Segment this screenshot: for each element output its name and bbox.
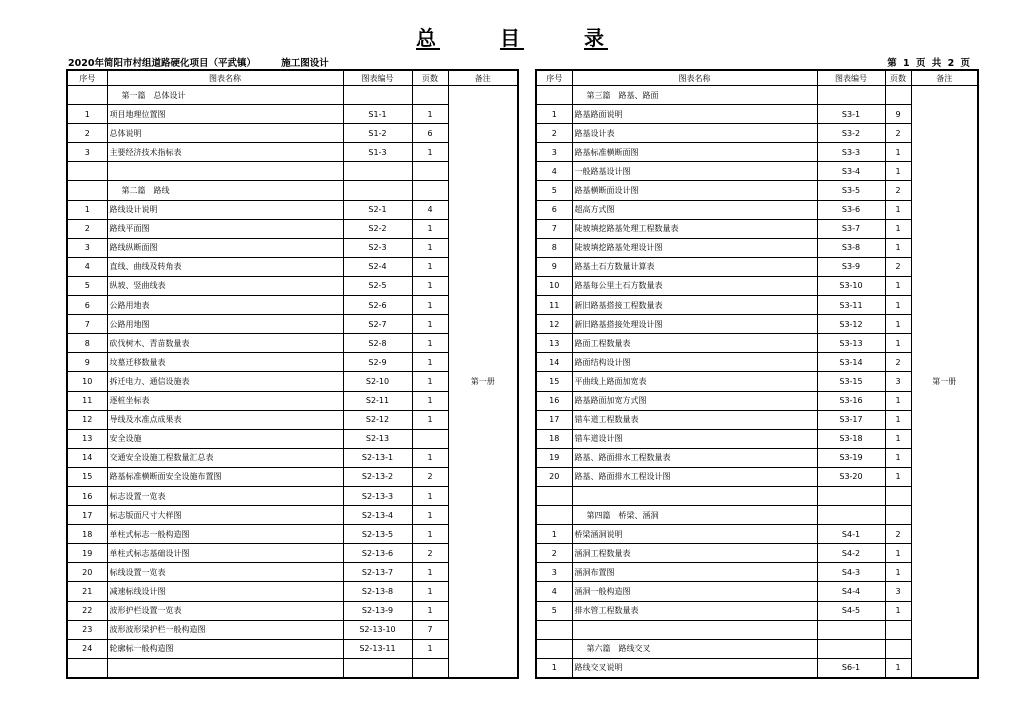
row-name: 错车道工程数量表 <box>572 410 817 429</box>
row-code <box>343 162 412 181</box>
row-code: S2-3 <box>343 238 412 257</box>
row-name: 一般路基设计图 <box>572 162 817 181</box>
row-code: S3-7 <box>817 219 885 238</box>
header-no: 序号 <box>536 70 572 86</box>
row-pages: 1 <box>412 219 448 238</box>
row-number: 7 <box>536 219 572 238</box>
row-pages: 9 <box>885 105 911 124</box>
row-name: 路基标准横断面图 <box>572 143 817 162</box>
row-name: 路基、路面排水工程设计图 <box>572 467 817 486</box>
row-code: S2-12 <box>343 410 412 429</box>
row-code <box>343 658 412 678</box>
row-number: 21 <box>67 582 107 601</box>
row-number: 2 <box>67 124 107 143</box>
row-pages: 3 <box>885 372 911 391</box>
row-number: 11 <box>536 296 572 315</box>
row-code <box>817 620 885 639</box>
row-name: 新旧路基搭接处理设计图 <box>572 315 817 334</box>
row-pages <box>885 86 911 105</box>
row-name: 轮廓标一般构造图 <box>107 639 343 658</box>
row-pages: 1 <box>885 544 911 563</box>
row-pages: 2 <box>885 124 911 143</box>
row-pages: 1 <box>885 200 911 219</box>
row-name: 波形护栏设置一览表 <box>107 601 343 620</box>
row-name: 超高方式图 <box>572 200 817 219</box>
row-number: 22 <box>67 601 107 620</box>
row-code: S4-5 <box>817 601 885 620</box>
row-pages: 1 <box>412 143 448 162</box>
row-pages: 1 <box>412 334 448 353</box>
table-row <box>536 86 978 105</box>
row-pages: 1 <box>885 429 911 448</box>
row-pages: 1 <box>885 296 911 315</box>
row-code: S2-13-9 <box>343 601 412 620</box>
row-code: S4-4 <box>817 582 885 601</box>
row-code: S2-1 <box>343 200 412 219</box>
row-pages: 1 <box>412 296 448 315</box>
row-code: S1-3 <box>343 143 412 162</box>
row-number <box>67 181 107 200</box>
table-header-row <box>536 70 978 86</box>
row-code: S2-6 <box>343 296 412 315</box>
row-name: 桥梁涵洞说明 <box>572 525 817 544</box>
row-pages: 1 <box>885 276 911 295</box>
row-code <box>817 486 885 505</box>
row-name: 逐桩坐标表 <box>107 391 343 410</box>
row-pages: 1 <box>885 162 911 181</box>
row-code: S2-9 <box>343 353 412 372</box>
row-code: S3-19 <box>817 448 885 467</box>
header-remark: 备注 <box>911 70 978 86</box>
header-code: 图表编号 <box>343 70 412 86</box>
row-number: 23 <box>67 620 107 639</box>
row-number: 19 <box>536 448 572 467</box>
drawing-stage: 施工图设计 <box>281 58 329 69</box>
row-number: 3 <box>67 238 107 257</box>
row-name: 交通安全设施工程数量汇总表 <box>107 448 343 467</box>
row-code: S2-13-7 <box>343 563 412 582</box>
row-pages: 1 <box>885 658 911 678</box>
row-name: 路面结构设计图 <box>572 353 817 372</box>
row-pages: 1 <box>412 639 448 658</box>
row-number: 15 <box>536 372 572 391</box>
row-name <box>107 658 343 678</box>
row-number: 3 <box>536 143 572 162</box>
section-title: 第二篇 路线 <box>107 181 343 200</box>
row-number: 20 <box>536 467 572 486</box>
header-remark: 备注 <box>448 70 518 86</box>
row-pages: 2 <box>885 525 911 544</box>
row-number: 6 <box>536 200 572 219</box>
row-number <box>536 486 572 505</box>
row-code: S2-13-2 <box>343 467 412 486</box>
row-code: S2-13-10 <box>343 620 412 639</box>
row-pages: 6 <box>412 124 448 143</box>
row-number <box>67 658 107 678</box>
row-pages: 1 <box>412 582 448 601</box>
row-name: 平曲线上路面加宽表 <box>572 372 817 391</box>
header-no: 序号 <box>67 70 107 86</box>
row-name: 公路用地图 <box>107 315 343 334</box>
row-name: 路面工程数量表 <box>572 334 817 353</box>
row-pages: 1 <box>412 276 448 295</box>
row-name: 涵洞工程数量表 <box>572 544 817 563</box>
row-pages: 1 <box>412 391 448 410</box>
row-pages: 2 <box>412 467 448 486</box>
row-name: 纵坡、竖曲线表 <box>107 276 343 295</box>
row-pages <box>885 620 911 639</box>
row-code: S4-2 <box>817 544 885 563</box>
row-number: 3 <box>67 143 107 162</box>
row-name: 涵洞布置图 <box>572 563 817 582</box>
row-pages: 1 <box>412 448 448 467</box>
row-pages: 1 <box>412 506 448 525</box>
row-number: 4 <box>536 582 572 601</box>
row-number: 2 <box>536 124 572 143</box>
row-code: S2-13-3 <box>343 486 412 505</box>
row-name: 波形波形梁护栏一般构造图 <box>107 620 343 639</box>
row-pages: 1 <box>885 410 911 429</box>
row-code: S1-2 <box>343 124 412 143</box>
right-index-table <box>535 69 979 679</box>
row-name: 路基路面说明 <box>572 105 817 124</box>
section-title: 第一篇 总体设计 <box>107 86 343 105</box>
row-pages: 1 <box>885 334 911 353</box>
row-number: 13 <box>536 334 572 353</box>
row-number: 16 <box>536 391 572 410</box>
row-pages: 1 <box>885 601 911 620</box>
row-pages: 1 <box>412 105 448 124</box>
row-name: 排水管工程数量表 <box>572 601 817 620</box>
row-name: 路基横断面设计图 <box>572 181 817 200</box>
row-name <box>572 620 817 639</box>
left-index-table <box>66 69 519 679</box>
row-pages: 1 <box>412 257 448 276</box>
row-pages: 2 <box>412 544 448 563</box>
row-number: 1 <box>536 525 572 544</box>
row-number: 2 <box>67 219 107 238</box>
row-pages: 1 <box>885 467 911 486</box>
row-name: 路基标准横断面安全设施布置图 <box>107 467 343 486</box>
row-name <box>107 162 343 181</box>
row-code: S3-3 <box>817 143 885 162</box>
row-number: 24 <box>67 639 107 658</box>
row-number: 4 <box>67 257 107 276</box>
row-code: S3-16 <box>817 391 885 410</box>
row-code: S2-13-6 <box>343 544 412 563</box>
row-number: 1 <box>536 105 572 124</box>
page-info: 第 1 页 共 2 页 <box>887 58 970 69</box>
row-number: 12 <box>536 315 572 334</box>
row-number: 15 <box>67 467 107 486</box>
row-number: 11 <box>67 391 107 410</box>
row-code: S2-4 <box>343 257 412 276</box>
row-name: 导线及水准点成果表 <box>107 410 343 429</box>
row-pages: 1 <box>412 410 448 429</box>
row-number <box>536 620 572 639</box>
row-code: S3-5 <box>817 181 885 200</box>
row-number: 12 <box>67 410 107 429</box>
row-pages: 1 <box>412 353 448 372</box>
row-code: S2-7 <box>343 315 412 334</box>
row-number: 19 <box>67 544 107 563</box>
row-name: 涵洞一般构造图 <box>572 582 817 601</box>
row-name: 路基土石方数量计算表 <box>572 257 817 276</box>
row-number: 8 <box>536 238 572 257</box>
row-code: S3-10 <box>817 276 885 295</box>
row-number: 20 <box>67 563 107 582</box>
row-number: 14 <box>536 353 572 372</box>
row-pages: 2 <box>885 353 911 372</box>
row-name: 路线交叉说明 <box>572 658 817 678</box>
row-pages: 1 <box>885 315 911 334</box>
row-number: 5 <box>536 601 572 620</box>
row-number: 1 <box>67 105 107 124</box>
row-name: 项目地理位置图 <box>107 105 343 124</box>
row-name: 标线设置一览表 <box>107 563 343 582</box>
row-number: 18 <box>536 429 572 448</box>
row-number: 17 <box>67 506 107 525</box>
row-number: 7 <box>67 315 107 334</box>
row-pages: 1 <box>412 315 448 334</box>
row-pages: 1 <box>885 391 911 410</box>
row-number: 5 <box>67 276 107 295</box>
row-name: 路基每公里土石方数量表 <box>572 276 817 295</box>
row-pages: 1 <box>885 448 911 467</box>
row-number: 13 <box>67 429 107 448</box>
row-code: S2-13-5 <box>343 525 412 544</box>
row-pages: 1 <box>412 372 448 391</box>
row-number <box>536 506 572 525</box>
row-pages: 1 <box>412 238 448 257</box>
row-pages: 2 <box>885 257 911 276</box>
row-name: 路线设计说明 <box>107 200 343 219</box>
row-code: S2-2 <box>343 219 412 238</box>
row-code: S2-5 <box>343 276 412 295</box>
header-pages: 页数 <box>885 70 911 86</box>
row-code <box>817 506 885 525</box>
row-number: 10 <box>536 276 572 295</box>
row-pages: 3 <box>885 582 911 601</box>
row-name: 单柱式标志基础设计图 <box>107 544 343 563</box>
remark-cell: 第一册 <box>911 86 978 678</box>
row-number: 8 <box>67 334 107 353</box>
row-name: 单柱式标志一般构造图 <box>107 525 343 544</box>
row-code: S3-18 <box>817 429 885 448</box>
row-number: 9 <box>67 353 107 372</box>
row-name: 新旧路基搭接工程数量表 <box>572 296 817 315</box>
row-name: 主要经济技术指标表 <box>107 143 343 162</box>
row-code: S2-10 <box>343 372 412 391</box>
row-code: S3-4 <box>817 162 885 181</box>
row-code: S3-11 <box>817 296 885 315</box>
row-name: 公路用地表 <box>107 296 343 315</box>
row-pages: 1 <box>885 143 911 162</box>
row-name: 砍伐树木、青苗数量表 <box>107 334 343 353</box>
row-name: 安全设施 <box>107 429 343 448</box>
row-name <box>572 486 817 505</box>
row-number: 4 <box>536 162 572 181</box>
row-code: S2-13-8 <box>343 582 412 601</box>
remark-cell: 第一册 <box>448 86 518 678</box>
row-pages: 1 <box>412 563 448 582</box>
row-code: S2-13-4 <box>343 506 412 525</box>
row-pages <box>885 486 911 505</box>
row-number <box>67 86 107 105</box>
row-number: 5 <box>536 181 572 200</box>
row-pages: 1 <box>885 238 911 257</box>
row-code <box>343 86 412 105</box>
row-code: S6-1 <box>817 658 885 678</box>
row-pages: 4 <box>412 200 448 219</box>
row-name: 坟墓迁移数量表 <box>107 353 343 372</box>
row-number <box>536 86 572 105</box>
title-char-2: 目 <box>500 26 524 50</box>
row-code <box>343 181 412 200</box>
row-pages <box>412 162 448 181</box>
row-code: S3-17 <box>817 410 885 429</box>
header-name: 图表名称 <box>107 70 343 86</box>
header-name: 图表名称 <box>572 70 817 86</box>
table-header-row <box>67 70 518 86</box>
row-code: S2-13 <box>343 429 412 448</box>
row-pages: 1 <box>885 219 911 238</box>
header-code: 图表编号 <box>817 70 885 86</box>
row-code: S2-8 <box>343 334 412 353</box>
row-pages <box>412 181 448 200</box>
row-code: S4-1 <box>817 525 885 544</box>
row-name: 标志设置一览表 <box>107 486 343 505</box>
section-title: 第三篇 路基、路面 <box>572 86 817 105</box>
row-number: 9 <box>536 257 572 276</box>
row-number: 6 <box>67 296 107 315</box>
row-code: S3-20 <box>817 467 885 486</box>
row-pages: 7 <box>412 620 448 639</box>
row-code: S4-3 <box>817 563 885 582</box>
row-name: 路线平面图 <box>107 219 343 238</box>
row-name: 路线纵断面图 <box>107 238 343 257</box>
project-name: 2020年简阳市村组道路硬化项目（平武镇） <box>68 58 256 69</box>
row-number <box>67 162 107 181</box>
project-header <box>68 55 329 69</box>
row-code <box>817 639 885 658</box>
row-code: S3-13 <box>817 334 885 353</box>
row-pages: 1 <box>885 563 911 582</box>
row-name: 直线、曲线及转角表 <box>107 257 343 276</box>
row-name: 拆迁电力、通信设施表 <box>107 372 343 391</box>
row-pages: 1 <box>412 601 448 620</box>
title-char-3: 录 <box>584 26 608 50</box>
row-pages: 2 <box>885 181 911 200</box>
section-title: 第四篇 桥梁、涵洞 <box>572 506 817 525</box>
title-char-1: 总 <box>416 26 440 50</box>
document-title <box>0 22 1024 51</box>
row-number: 2 <box>536 544 572 563</box>
row-code: S3-8 <box>817 238 885 257</box>
row-number: 3 <box>536 563 572 582</box>
row-name: 路基、路面排水工程数量表 <box>572 448 817 467</box>
row-code: S3-2 <box>817 124 885 143</box>
row-number: 18 <box>67 525 107 544</box>
row-name: 标志版面尺寸大样图 <box>107 506 343 525</box>
row-pages <box>885 639 911 658</box>
row-number <box>536 639 572 658</box>
row-code: S2-11 <box>343 391 412 410</box>
row-name: 路基路面加宽方式图 <box>572 391 817 410</box>
row-name: 陡坡填挖路基处理设计图 <box>572 238 817 257</box>
row-pages <box>885 506 911 525</box>
row-name: 总体说明 <box>107 124 343 143</box>
row-pages <box>412 658 448 678</box>
row-pages <box>412 86 448 105</box>
row-name: 路基设计表 <box>572 124 817 143</box>
header-pages: 页数 <box>412 70 448 86</box>
row-name: 减速标线设计图 <box>107 582 343 601</box>
row-code: S3-9 <box>817 257 885 276</box>
row-code: S3-12 <box>817 315 885 334</box>
row-code: S3-14 <box>817 353 885 372</box>
row-code: S3-6 <box>817 200 885 219</box>
row-number: 17 <box>536 410 572 429</box>
row-pages: 1 <box>412 525 448 544</box>
row-number: 1 <box>67 200 107 219</box>
row-code: S2-13-1 <box>343 448 412 467</box>
row-code: S3-15 <box>817 372 885 391</box>
row-number: 1 <box>536 658 572 678</box>
row-number: 16 <box>67 486 107 505</box>
row-name: 错车道设计图 <box>572 429 817 448</box>
row-code: S2-13-11 <box>343 639 412 658</box>
row-pages: 1 <box>412 486 448 505</box>
row-number: 10 <box>67 372 107 391</box>
row-number: 14 <box>67 448 107 467</box>
row-name: 陡坡填挖路基处理工程数量表 <box>572 219 817 238</box>
row-code: S1-1 <box>343 105 412 124</box>
row-pages <box>412 429 448 448</box>
section-title: 第六篇 路线交叉 <box>572 639 817 658</box>
table-row <box>67 86 518 105</box>
row-code: S3-1 <box>817 105 885 124</box>
row-code <box>817 86 885 105</box>
